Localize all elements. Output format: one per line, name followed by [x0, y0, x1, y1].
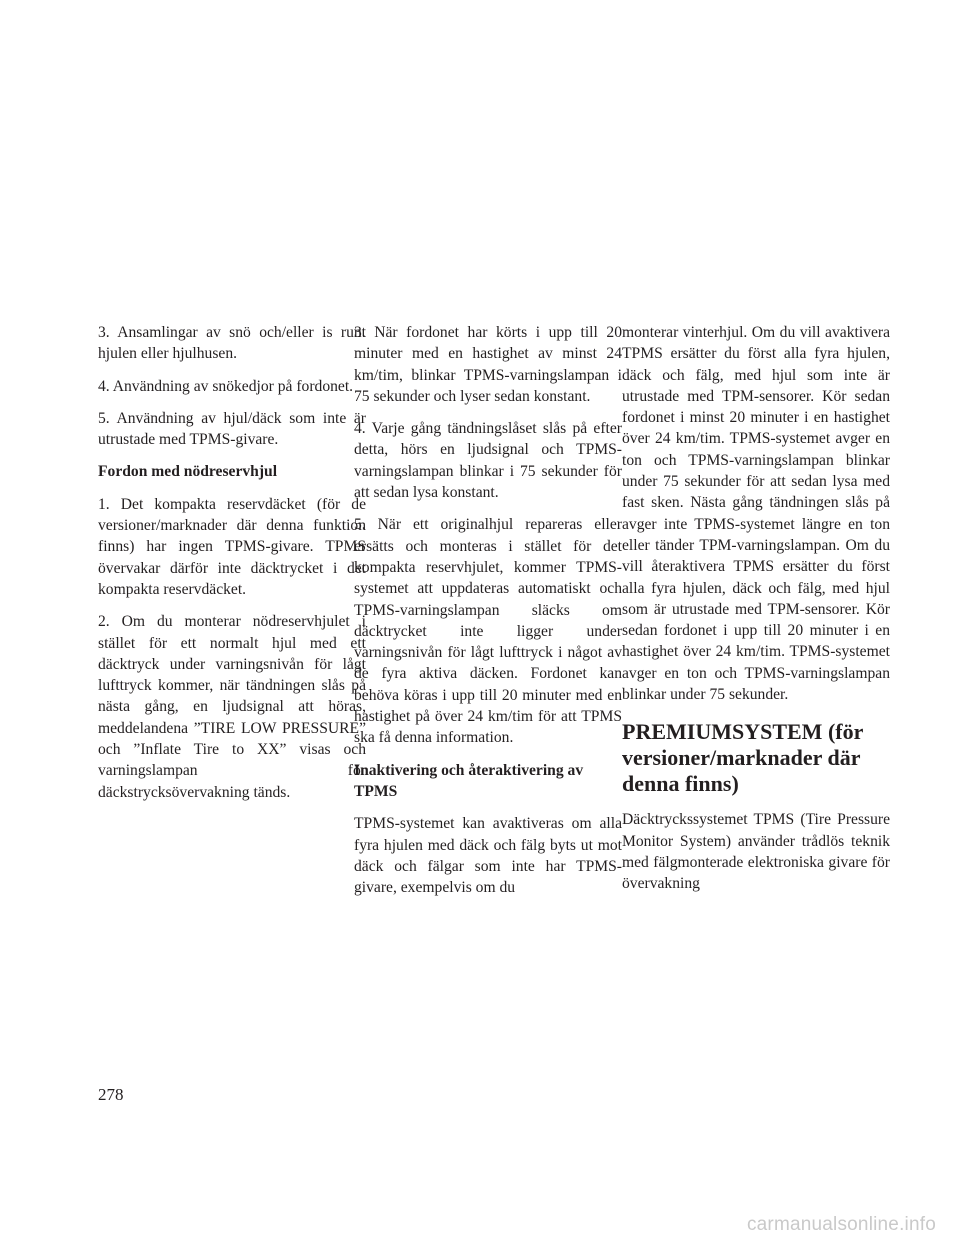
paragraph: 2. Om du monterar nödreservhjulet i stället för ett normalt hjul med ett däcktryck under varningsnivån för lågt lufttryck kommer, när tändningen slås på nästa gång, en ljudsignal att höras, meddelandena ”TIRE LOW PRESSURE” och ”Inflate Tire to XX” visas och varningslampan för däckstrycksövervakning tänds. — [98, 613, 366, 801]
watermark: carmanualsonline.info — [746, 1214, 936, 1235]
subheading-tpms-deactivation: Inaktivering och återaktivering av TPMS — [354, 761, 584, 800]
paragraph: TPMS-systemet kan avaktiveras om alla fyra hjulen med däck och fälg byts ut mot däck och fälgar som inte har TPMS-givare, exempelvis om du — [354, 815, 622, 897]
subheading-spare-wheel: Fordon med nödreservhjul — [98, 463, 278, 481]
paragraph: 5. Användning av hjul/däck som inte är utrustade med TPMS-givare. — [98, 409, 366, 449]
text-column-2 — [354, 322, 622, 909]
paragraph: 4. Användning av snökedjor på fordonet. — [98, 377, 354, 395]
paragraph: 5. När ett originalhjul repareras eller ersätts och monteras i stället för det kompakta reservhjulet, kommer TPMS-systemet att uppdateras automatiskt och TPMS-varningslampan släcks om däcktrycket inte ligger under varningsnivån för lågt lufttryck i något av de fyra aktiva däcken. Fordonet kan behöva köras i upp till 20 minuter med en hastighet på över 24 km/tim för att TPMS ska få denna information. — [354, 516, 622, 747]
paragraph: 1. Det kompakta reservdäcket (för de versioner/marknader där denna funktion finns) har ingen TPMS-givare. TPMS övervakar därför inte däcktrycket i det kompakta reservdäcket. — [98, 495, 366, 598]
paragraph: 4. Varje gång tändningslåset slås på efter detta, hörs en ljudsignal och TPMS-varningslampan blinkar i 75 sekunder för att sedan lysa konstant. — [354, 420, 622, 502]
paragraph: monterar vinterhjul. Om du vill avaktivera TPMS ersätter du först alla fyra hjulen, däck och fälg, med hjul som inte är utrustade med TPM-sensorer. Kör sedan fordonet i minst 20 minuter i en hastighet över 24 km/tim. TPMS-systemet avger en ton och TPMS-varningslampan blinkar under 75 sekunder för att sedan lysa med fast sken. Nästa gång tändningen slås på avger inte TPMS-systemet längre en ton eller tänder TPM-varningslampan. Om du vill återaktivera TPMS ersätter du först alla fyra hjulen, däck och fälg, med hjul som är utrustade med TPM-sensorer. Kör sedan fordonet i upp till 20 minuter i en hastighet över 24 km/tim. TPMS-systemet avger en ton och TPMS-varningslampan blinkar under 75 sekunder. — [622, 324, 890, 704]
paragraph: Däcktryckssystemet TPMS (Tire Pressure Monitor System) använder trådlös teknik med fälgmonterade elektroniska givare för övervakning — [622, 811, 890, 893]
section-title-premium-system: PREMIUMSYSTEM (för versioner/marknader där denna finns) — [622, 719, 863, 797]
page-number: 278 — [98, 1085, 124, 1104]
paragraph: 3. Ansamlingar av snö och/eller is runt hjulen eller hjulhusen. — [98, 324, 366, 363]
text-column-1 — [98, 322, 366, 814]
text-column-3 — [622, 322, 890, 906]
paragraph: 3. När fordonet har körts i upp till 20 minuter med en hastighet av minst 24 km/tim, blinkar TPMS-varningslampan i 75 sekunder och lyser sedan konstant. — [354, 324, 622, 405]
